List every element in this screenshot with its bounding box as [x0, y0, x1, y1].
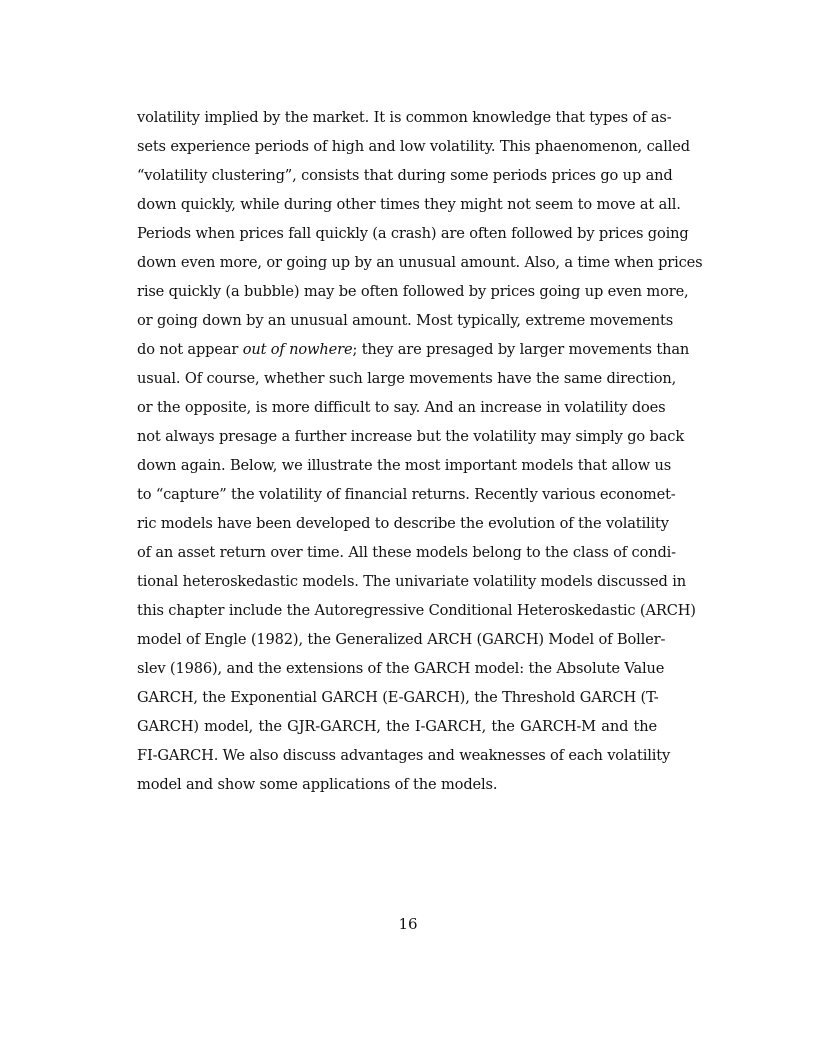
text-line: GARCH) model, the GJR-GARCH, the I-GARCH, the GARCH-M and the: [137, 718, 657, 735]
text-line: tional heteroskedastic models. The univariate volatility models discussed in: [137, 573, 686, 590]
text-line: down even more, or going up by an unusual amount. Also, a time when prices: [137, 254, 703, 271]
text-line: ric models have been developed to describe the evolution of the volatility: [137, 515, 669, 532]
text-line: volatility implied by the market. It is common knowledge that types of as-: [137, 109, 672, 126]
text-line: FI-GARCH. We also discuss advantages and weaknesses of each volatility: [137, 747, 671, 764]
text-line: sets experience periods of high and low volatility. This phaenomenon, called: [137, 138, 690, 155]
text-segment: ; they are presaged by larger movements than: [352, 341, 690, 358]
text-segment: do not appear: [137, 341, 243, 358]
text-line: “volatility clustering”, consists that during some periods prices go up and: [137, 167, 673, 184]
text-line: down quickly, while during other times they might not seem to move at all.: [137, 196, 681, 213]
text-line: GARCH, the Exponential GARCH (E-GARCH), the Threshold GARCH (T-: [137, 689, 659, 706]
text-line: rise quickly (a bubble) may be often followed by prices going up even more,: [137, 283, 689, 300]
text-line-with-emphasis: [137, 335, 690, 364]
text-line: not always presage a further increase but the volatility may simply go back: [137, 428, 685, 445]
text-line: slev (1986), and the extensions of the GARCH model: the Absolute Value: [137, 660, 665, 677]
text-line-last: model and show some applications of the models.: [137, 776, 498, 793]
text-line: down again. Below, we illustrate the most important models that allow us: [137, 457, 672, 474]
text-line: model of Engle (1982), the Generalized ARCH (GARCH) Model of Boller-: [137, 631, 666, 648]
text-line: to “capture” the volatility of financial returns. Recently various economet-: [137, 486, 676, 503]
text-line: or the opposite, is more difficult to say. And an increase in volatility does: [137, 399, 666, 416]
body-paragraph: [137, 103, 703, 799]
page-number: 16: [398, 915, 418, 933]
text-line: usual. Of course, whether such large movements have the same direction,: [137, 370, 677, 387]
text-line: Periods when prices fall quickly (a crash) are often followed by prices going: [137, 225, 689, 242]
text-line: this chapter include the Autoregressive Conditional Heteroskedastic (ARCH): [137, 602, 696, 619]
emphasized-phrase: out of nowhere: [242, 341, 353, 358]
text-line: of an asset return over time. All these models belong to the class of condi-: [137, 544, 676, 561]
text-line: or going down by an unusual amount. Most typically, extreme movements: [137, 312, 674, 329]
